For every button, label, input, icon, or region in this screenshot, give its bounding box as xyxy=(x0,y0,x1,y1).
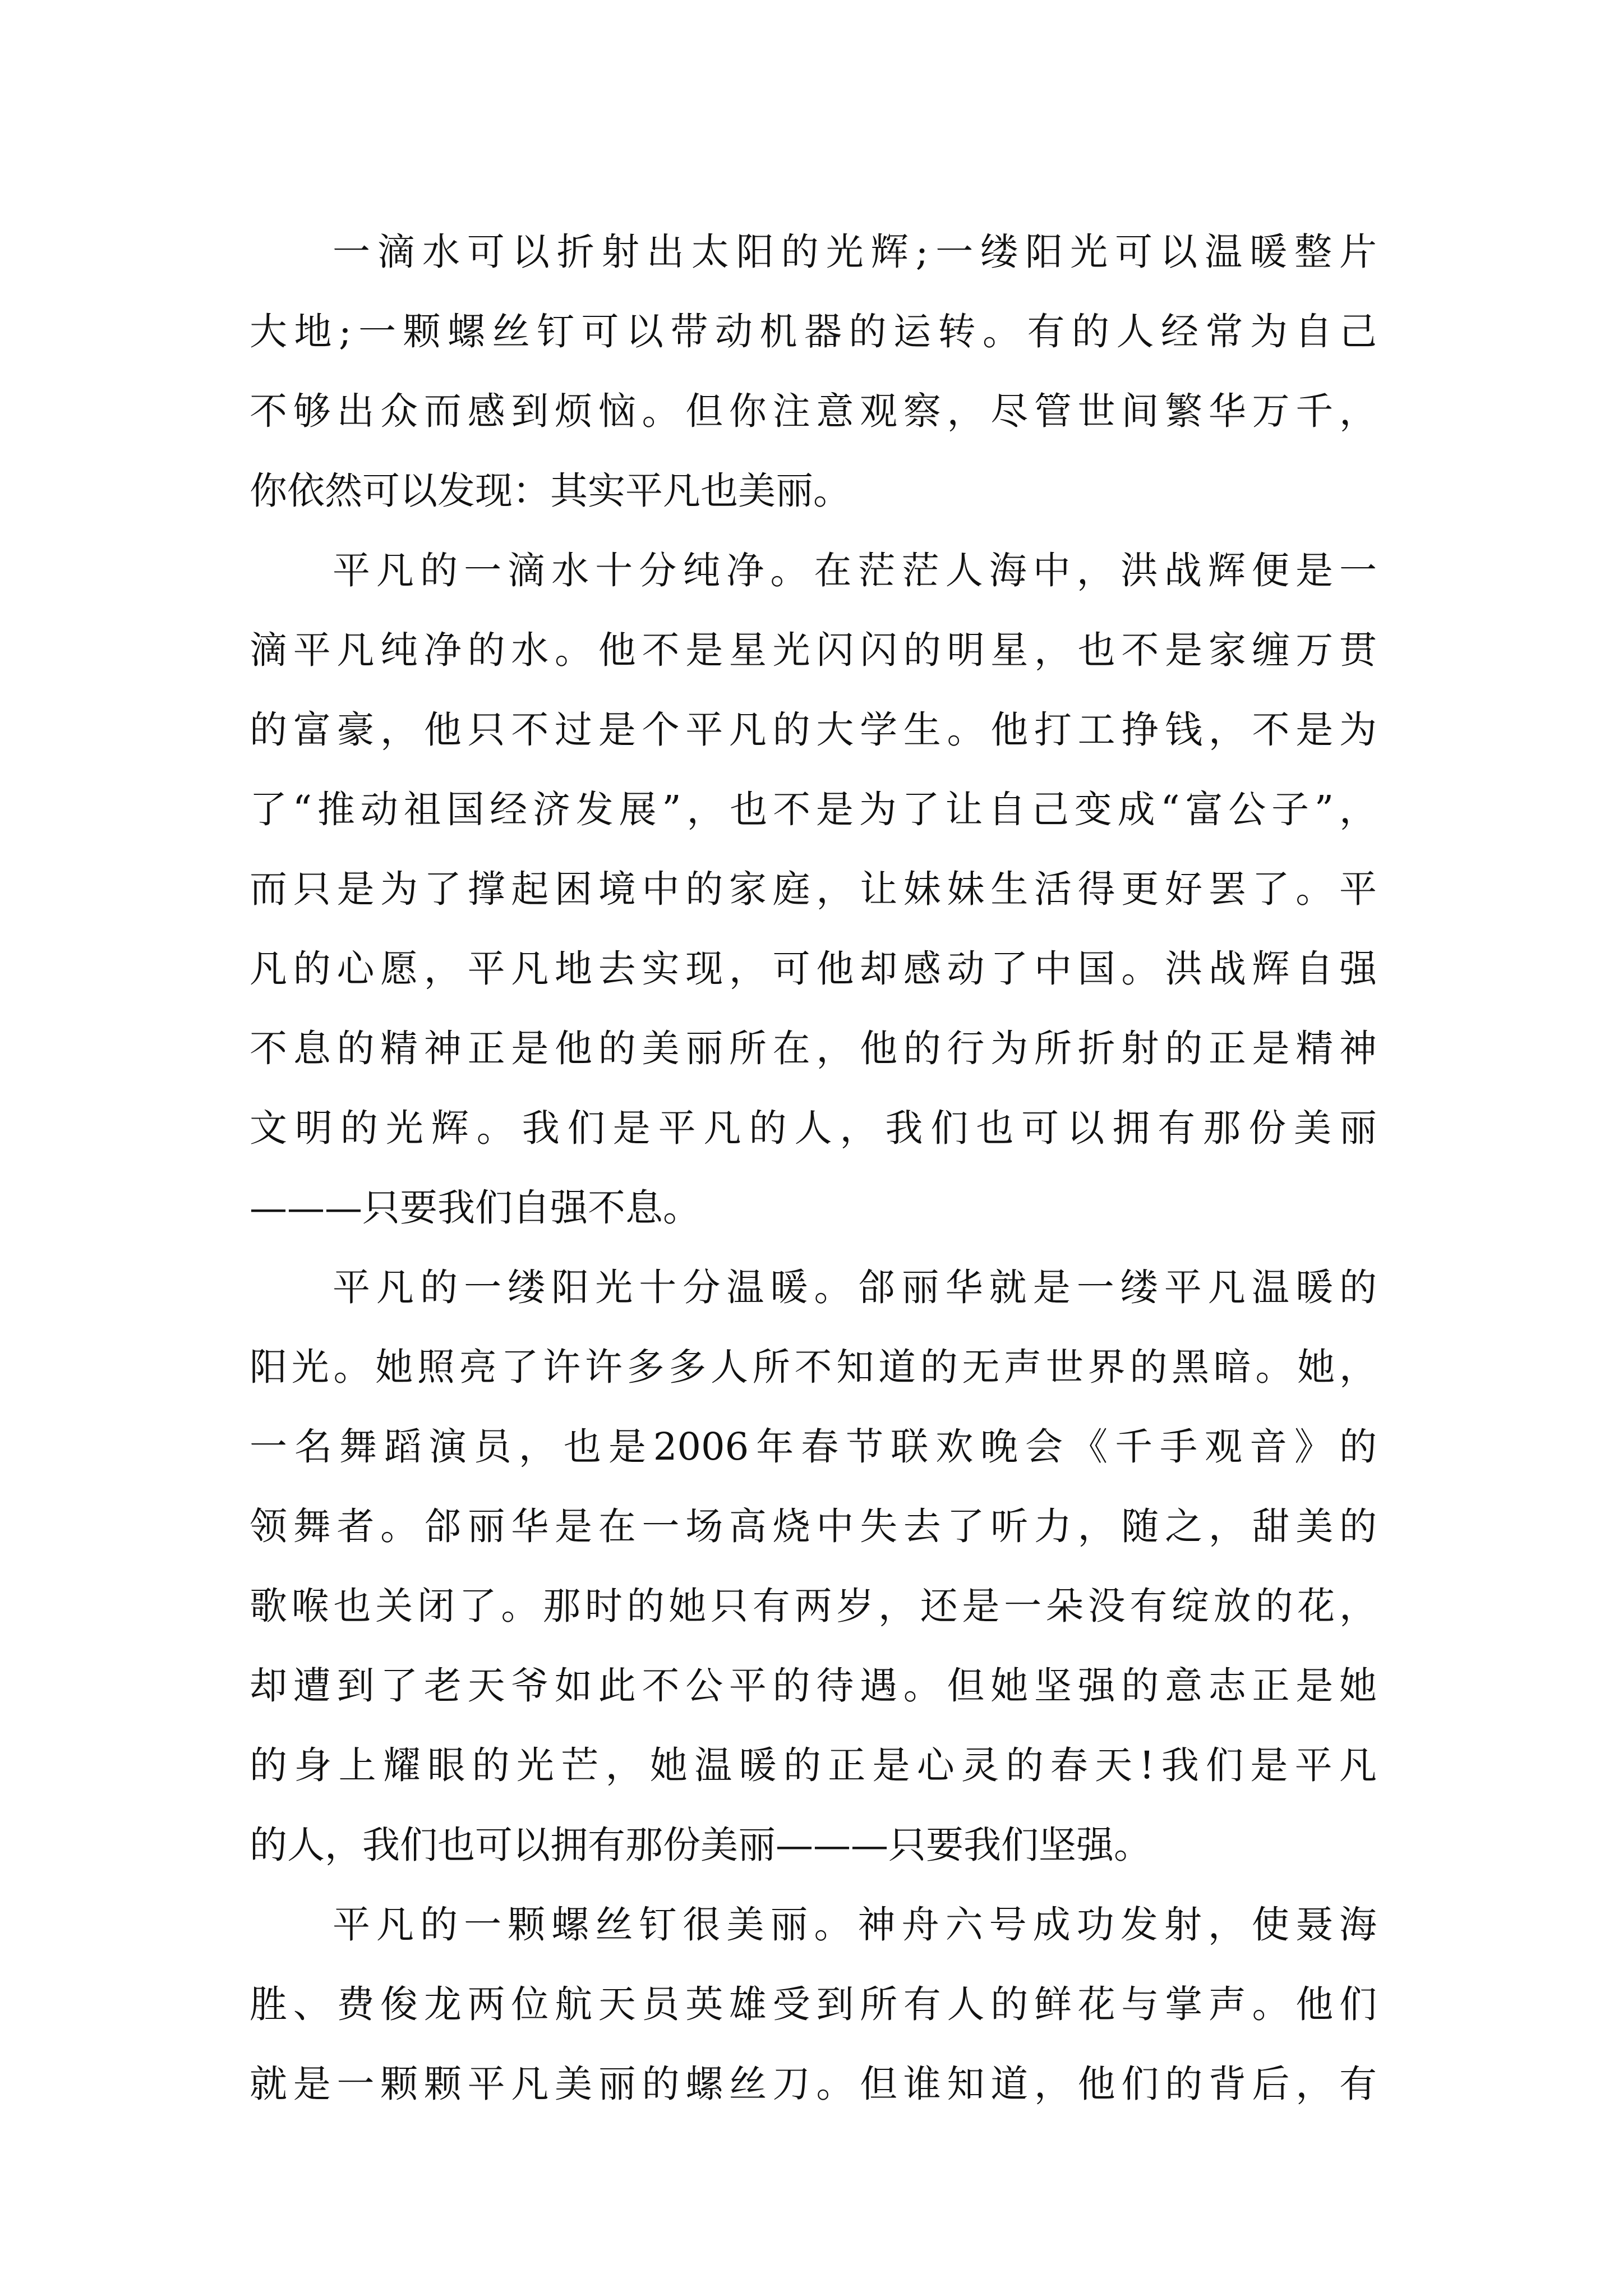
text-line: 不够出众而感到烦恼。但你注意观察，尽管世间繁华万千， xyxy=(250,389,1377,433)
text-line: 的富豪，他只不过是个平凡的大学生。他打工挣钱，不是为 xyxy=(250,708,1377,752)
text-line: 阳光。她照亮了许许多多人所不知道的无声世界的黑暗。她， xyxy=(250,1345,1377,1389)
text-line: 平凡的一缕阳光十分温暖。郃丽华就是一缕平凡温暖的 xyxy=(333,1266,1377,1309)
essay-body xyxy=(250,212,1377,2124)
text-line: 就是一颗颗平凡美丽的螺丝刀。但谁知道，他们的背后，有 xyxy=(250,2062,1377,2106)
text-line: ———只要我们自强不息。 xyxy=(250,1186,700,1230)
text-line: 胜、费俊龙两位航天员英雄受到所有人的鲜花与掌声。他们 xyxy=(250,1982,1377,2026)
text-line: 一滴水可以折射出太阳的光辉;一缕阳光可以温暖整片 xyxy=(333,230,1377,274)
text-line: 而只是为了撑起困境中的家庭，让妹妹生活得更好罢了。平 xyxy=(250,867,1377,911)
text-line: 滴平凡纯净的水。他不是星光闪闪的明星，也不是家缠万贯 xyxy=(250,628,1377,672)
text-line: 平凡的一颗螺丝钉很美丽。神舟六号成功发射，使聂海 xyxy=(333,1903,1377,1947)
text-line: 一名舞蹈演员，也是2006年春节联欢晚会《千手观音》的 xyxy=(250,1425,1377,1469)
text-line: 大地;一颗螺丝钉可以带动机器的运转。有的人经常为自己 xyxy=(250,310,1377,353)
text-line: 的身上耀眼的光芒，她温暖的正是心灵的春天!我们是平凡 xyxy=(250,1743,1377,1787)
text-line: 领舞者。郃丽华是在一场高烧中失去了听力，随之，甜美的 xyxy=(250,1504,1377,1548)
text-line: 不息的精神正是他的美丽所在，他的行为所折射的正是精神 xyxy=(250,1027,1377,1070)
text-line: 了“推动祖国经济发展”，也不是为了让自己变成“富公子”， xyxy=(250,788,1377,831)
text-line: 凡的心愿，平凡地去实现，可他却感动了中国。洪战辉自强 xyxy=(250,947,1377,991)
text-line: 你依然可以发现：其实平凡也美丽。 xyxy=(250,469,851,513)
text-line: 平凡的一滴水十分纯净。在茫茫人海中，洪战辉便是一 xyxy=(333,549,1377,592)
text-line: 的人，我们也可以拥有那份美丽———只要我们坚强。 xyxy=(250,1823,1151,1867)
text-line: 文明的光辉。我们是平凡的人，我们也可以拥有那份美丽 xyxy=(250,1106,1377,1150)
text-line: 却遭到了老天爷如此不公平的待遇。但她坚强的意志正是她 xyxy=(250,1664,1377,1708)
text-line: 歌喉也关闭了。那时的她只有两岁，还是一朵没有绽放的花， xyxy=(250,1584,1377,1628)
